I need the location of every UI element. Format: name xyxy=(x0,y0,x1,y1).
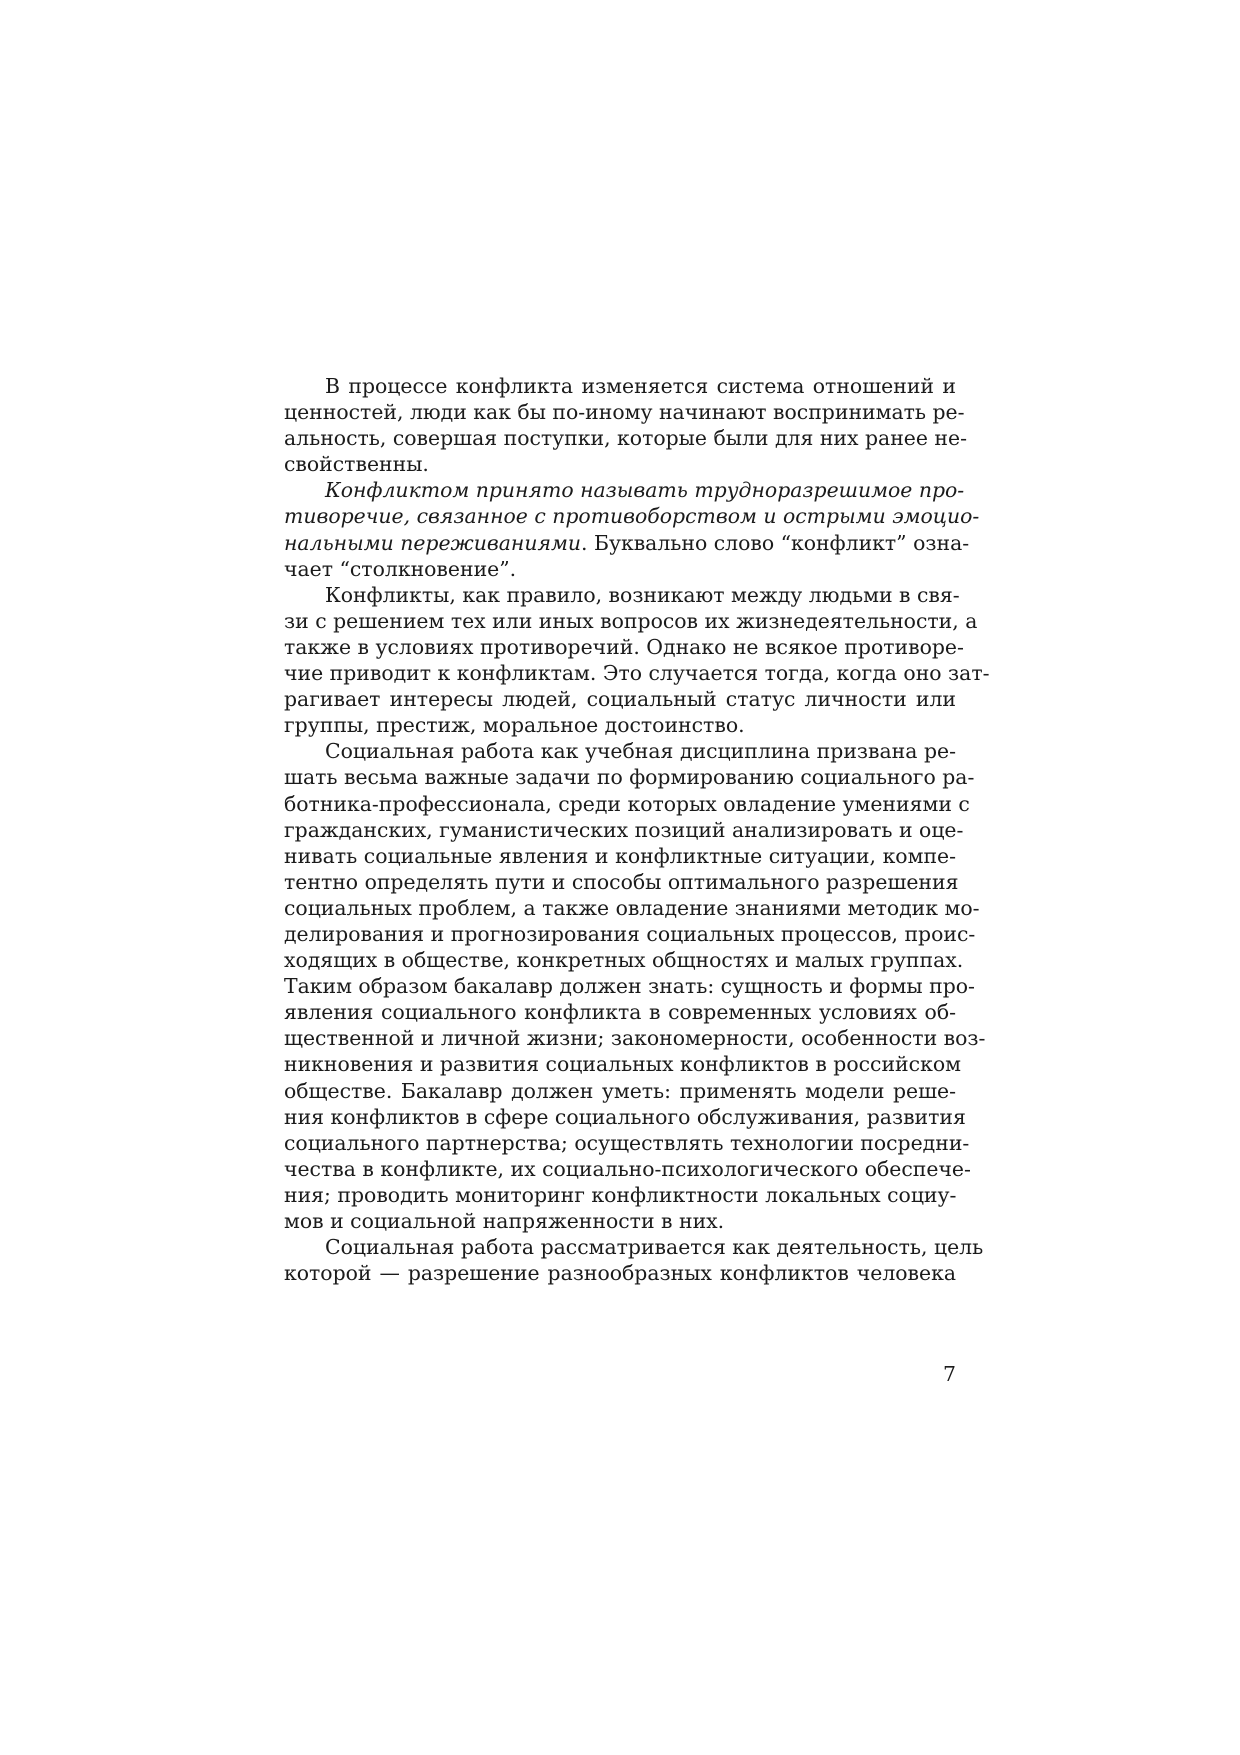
text-line: обществе. Бакалавр должен уметь: применять модели реше- xyxy=(284,1078,956,1103)
text-line: явления социального конфликта в современных условиях об- xyxy=(284,1000,956,1025)
text-line: Социальная работа как учебная дисциплина призвана ре- xyxy=(325,739,956,764)
text-line: гражданских, гуманистических позиций анализировать и оце- xyxy=(284,817,964,842)
text-line: Социальная работа рассматривается как деятельность, цель xyxy=(325,1235,984,1260)
italic-fragment: нальными переживаниями xyxy=(284,530,581,555)
text-line: ния конфликтов в сфере социального обслуживания, развития xyxy=(284,1104,966,1129)
text-line: группы, престиж, моральное достоинство. xyxy=(284,713,745,738)
text-line: альность, совершая поступки, которые были для них ранее не- xyxy=(284,426,967,451)
paragraph xyxy=(284,373,967,477)
text-line: рагивает интересы людей, социальный статус личности или xyxy=(284,687,956,712)
text-line-italic: тиворечие, связанное с противоборством и острыми эмоцио- xyxy=(284,504,980,529)
regular-fragment: . Буквально слово “конфликт” озна- xyxy=(581,530,970,555)
text-line: также в условиях противоречий. Однако не всякое противоре- xyxy=(284,634,964,659)
text-line: В процессе конфликта изменяется система отношений и xyxy=(325,374,956,398)
text-line: чества в конфликте, их социально-психологического обеспече- xyxy=(284,1156,971,1181)
text-line: чает “столкновение”. xyxy=(284,556,517,581)
text-line: Конфликты, как правило, возникают между людьми в свя- xyxy=(325,582,960,607)
text-line: ценностей, люди как бы по-иному начинают воспринимать ре- xyxy=(284,400,965,425)
text-line: зи с решением тех или иных вопросов их жизнедеятельности, а xyxy=(284,608,978,633)
paragraph xyxy=(284,738,986,1234)
text-line: социального партнерства; осуществлять технологии посредни- xyxy=(284,1130,970,1155)
text-line: шать весьма важные задачи по формированию социального ра- xyxy=(284,765,975,790)
body-text xyxy=(284,373,990,1286)
text-line: нивать социальные явления и конфликтные ситуации, компе- xyxy=(284,843,956,868)
paragraph xyxy=(284,582,990,739)
text-line: делирования и прогнозирования социальных процессов, проис- xyxy=(284,921,976,946)
text-line: никновения и развития социальных конфликтов в российском xyxy=(284,1052,961,1077)
text-line: чие приводит к конфликтам. Это случается тогда, когда оно зат- xyxy=(284,661,990,686)
text-line: ходящих в обществе, конкретных общностях и малых группах. xyxy=(284,948,964,973)
text-line-italic: Конфликтом принято называть трудноразрешимое про- xyxy=(325,478,965,503)
text-line: мов и социальной напряженности в них. xyxy=(284,1209,725,1233)
definition-paragraph xyxy=(284,477,980,581)
text-line: ботника-профессионала, среди которых овладение умениями с xyxy=(284,791,970,816)
paragraph xyxy=(284,1234,984,1286)
text-line: свойственны. xyxy=(284,452,429,477)
text-line: тентно определять пути и способы оптимального разрешения xyxy=(284,869,959,894)
text-line-mixed xyxy=(284,530,970,556)
text-line: щественной и личной жизни; закономерности, особенности воз- xyxy=(284,1026,986,1051)
text-line: которой — разрешение разнообразных конфликтов человека xyxy=(284,1261,956,1286)
text-line: социальных проблем, а также овладение знаниями методик мо- xyxy=(284,895,980,920)
page-number: 7 xyxy=(943,1362,956,1386)
text-line: ния; проводить мониторинг конфликтности локальных социу- xyxy=(284,1182,957,1207)
text-line: Таким образом бакалавр должен знать: сущность и формы про- xyxy=(284,974,975,999)
